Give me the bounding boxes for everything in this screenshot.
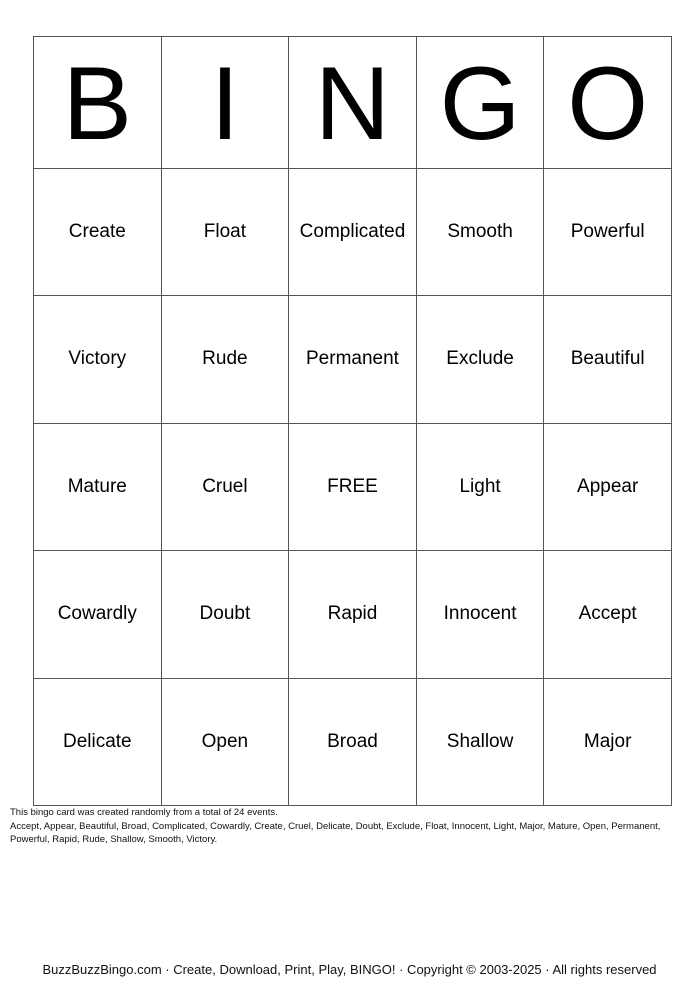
bingo-cell: Victory [34,296,162,424]
card-row [34,551,672,679]
card-row [34,168,672,296]
card-row [34,296,672,424]
card-description [10,806,690,847]
bingo-cell: Appear [544,423,672,551]
bingo-cell: Major [544,678,672,806]
header-letter-o: O [544,37,672,169]
header-letter-i: I [161,37,289,169]
bingo-cell: Light [416,423,544,551]
card-description-summary: This bingo card was created randomly from a total of 24 events. [10,807,278,818]
bingo-cell: Powerful [544,168,672,296]
bingo-cell: Innocent [416,551,544,679]
bingo-cell: Doubt [161,551,289,679]
bingo-cell: Shallow [416,678,544,806]
bingo-cell: Float [161,168,289,296]
header-letter-b: B [34,37,162,169]
free-space-cell: FREE [289,423,417,551]
bingo-cell: Create [34,168,162,296]
bingo-cell: Exclude [416,296,544,424]
header-letter-n: N [289,37,417,169]
bingo-cell: Open [161,678,289,806]
card-row [34,423,672,551]
bingo-cell: Complicated [289,168,417,296]
bingo-cell: Cowardly [34,551,162,679]
page-footer: BuzzBuzzBingo.com · Create, Download, Print, Play, BINGO! · Copyright © 2003-2025 · All rights reserved [42,962,657,977]
bingo-cell: Accept [544,551,672,679]
bingo-cell: Beautiful [544,296,672,424]
header-row [34,37,672,169]
bingo-cell: Rapid [289,551,417,679]
bingo-cell: Permanent [289,296,417,424]
card-row [34,678,672,806]
bingo-cell: Cruel [161,423,289,551]
bingo-cell: Delicate [34,678,162,806]
bingo-cell: Mature [34,423,162,551]
bingo-cell: Rude [161,296,289,424]
bingo-card [33,36,672,806]
card-description-word-list: Accept, Appear, Beautiful, Broad, Complicated, Cowardly, Create, Cruel, Delicate, Doubt, Exclude, Float, Innocent, Light, Major, Mature, Open, Permanent, Powerful, Rapid, Rude, Shallow, Smooth, Victory. [10,820,661,845]
bingo-cell: Smooth [416,168,544,296]
header-letter-g: G [416,37,544,169]
bingo-cell: Broad [289,678,417,806]
